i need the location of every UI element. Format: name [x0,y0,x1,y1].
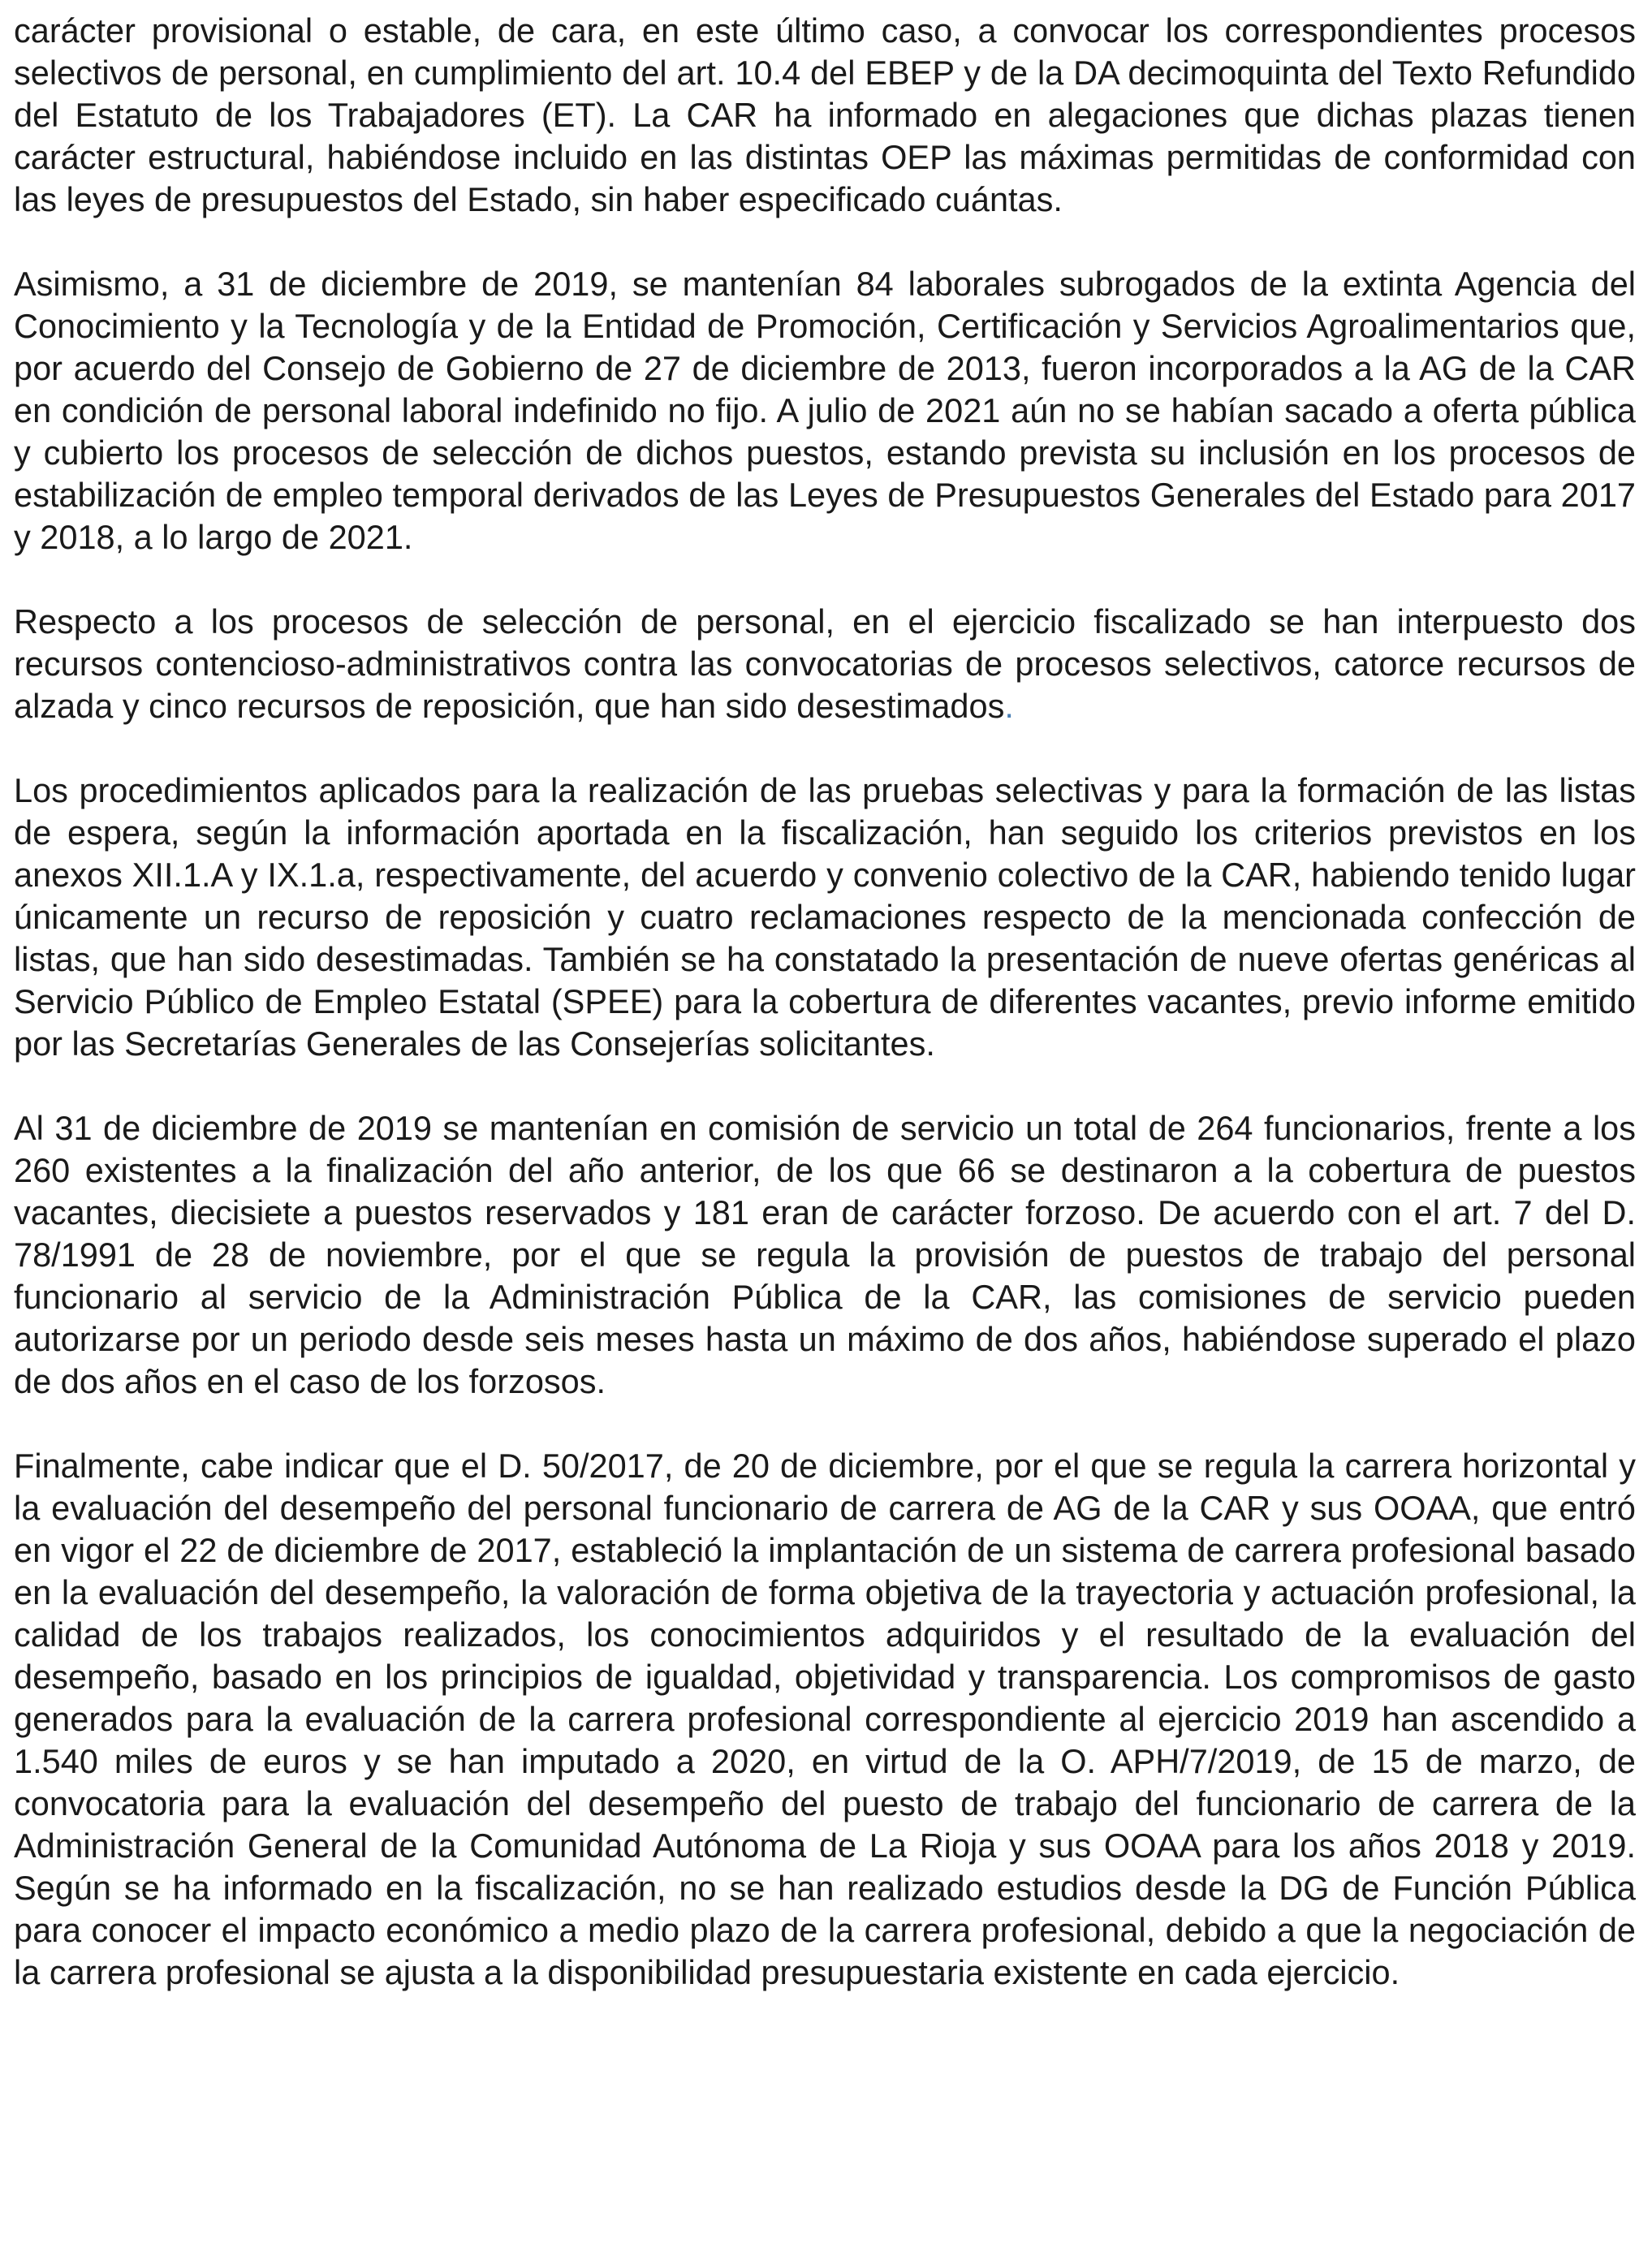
paragraph-text: Respecto a los procesos de selección de personal, en el ejercicio fiscalizado se han interpuesto dos recursos contencioso-administrativos contra las convocatorias de procesos selectivos, catorce recursos de alzada y cinco recursos de reposición, que han sido desestimados [14,602,1636,725]
paragraph-pruebas-selectivas [14,770,1636,1065]
paragraph-carrera-horizontal [14,1445,1636,1994]
paragraph-text: carácter provisional o estable, de cara, en este último caso, a convocar los correspondientes procesos selectivos de personal, en cumplimiento del art. 10.4 del EBEP y de la DA decimoquinta del Texto Refundido del Estatuto de los Trabajadores (ET). La CAR ha informado en alegaciones que dichas plazas tienen carácter estructural, habiéndose incluido en las distintas OEP las máximas permitidas de conformidad con las leyes de presupuestos del Estado, sin haber especificado cuántas. [14,11,1636,218]
paragraph-text: Al 31 de diciembre de 2019 se mantenían en comisión de servicio un total de 264 funcionarios, frente a los 260 existentes a la finalización del año anterior, de los que 66 se destinaron a la cobertura de puestos vacantes, diecisiete a puestos reservados y 181 eran de carácter forzoso. De acuerdo con el art. 7 del D. 78/1991 de 28 de noviembre, por el que se regula la provisión de puestos de trabajo del personal funcionario al servicio de la Administración Pública de la CAR, las comisiones de servicio pueden autorizarse por un periodo desde seis meses hasta un máximo de dos años, habiéndose superado el plazo de dos años en el caso de los forzosos. [14,1109,1636,1400]
paragraph-provisional-plazas [14,10,1636,221]
paragraph-trailing-dot: . [1004,687,1014,725]
paragraph-laborales-subrogados [14,263,1636,559]
document-page [14,10,1636,1994]
paragraph-comision-servicio [14,1107,1636,1403]
paragraph-procesos-seleccion [14,601,1636,727]
paragraph-text: Finalmente, cabe indicar que el D. 50/2017, de 20 de diciembre, por el que se regula la carrera horizontal y la evaluación del desempeño del personal funcionario de carrera de AG de la CAR y sus OOAA, que entró en vigor el 22 de diciembre de 2017, estableció la implantación de un sistema de carrera profesional basado en la evaluación del desempeño, la valoración de forma objetiva de la trayectoria y actuación profesional, la calidad de los trabajos realizados, los conocimientos adquiridos y el resultado de la evaluación del desempeño, basado en los principios de igualdad, objetividad y transparencia. Los compromisos de gasto generados para la evaluación de la carrera profesional correspondiente al ejercicio 2019 han ascendido a 1.540 miles de euros y se han imputado a 2020, en virtud de la O. APH/7/2019, de 15 de marzo, de convocatoria para la evaluación del desempeño del puesto de trabajo del funcionario de carrera de la Administración General de la Comunidad Autónoma de La Rioja y sus OOAA para los años 2018 y 2019. Según se ha informado en la fiscalización, no se han realizado estudios desde la DG de Función Pública para conocer el impacto económico a medio plazo de la carrera profesional, debido a que la negociación de la carrera profesional se ajusta a la disponibilidad presupuestaria existente en cada ejercicio. [14,1447,1636,1991]
paragraph-text: Asimismo, a 31 de diciembre de 2019, se mantenían 84 laborales subrogados de la extinta Agencia del Conocimiento y la Tecnología y de la Entidad de Promoción, Certificación y Servicios Agroalimentarios que, por acuerdo del Consejo de Gobierno de 27 de diciembre de 2013, fueron incorporados a la AG de la CAR en condición de personal laboral indefinido no fijo. A julio de 2021 aún no se habían sacado a oferta pública y cubierto los procesos de selección de dichos puestos, estando prevista su inclusión en los procesos de estabilización de empleo temporal derivados de las Leyes de Presupuestos Generales del Estado para 2017 y 2018, a lo largo de 2021. [14,265,1636,556]
paragraph-text: Los procedimientos aplicados para la realización de las pruebas selectivas y para la formación de las listas de espera, según la información aportada en la fiscalización, han seguido los criterios previstos en los anexos XII.1.A y IX.1.a, respectivamente, del acuerdo y convenio colectivo de la CAR, habiendo tenido lugar únicamente un recurso de reposición y cuatro reclamaciones respecto de la mencionada confección de listas, que han sido desestimadas. También se ha constatado la presentación de nueve ofertas genéricas al Servicio Público de Empleo Estatal (SPEE) para la cobertura de diferentes vacantes, previo informe emitido por las Secretarías Generales de las Consejerías solicitantes. [14,771,1636,1063]
